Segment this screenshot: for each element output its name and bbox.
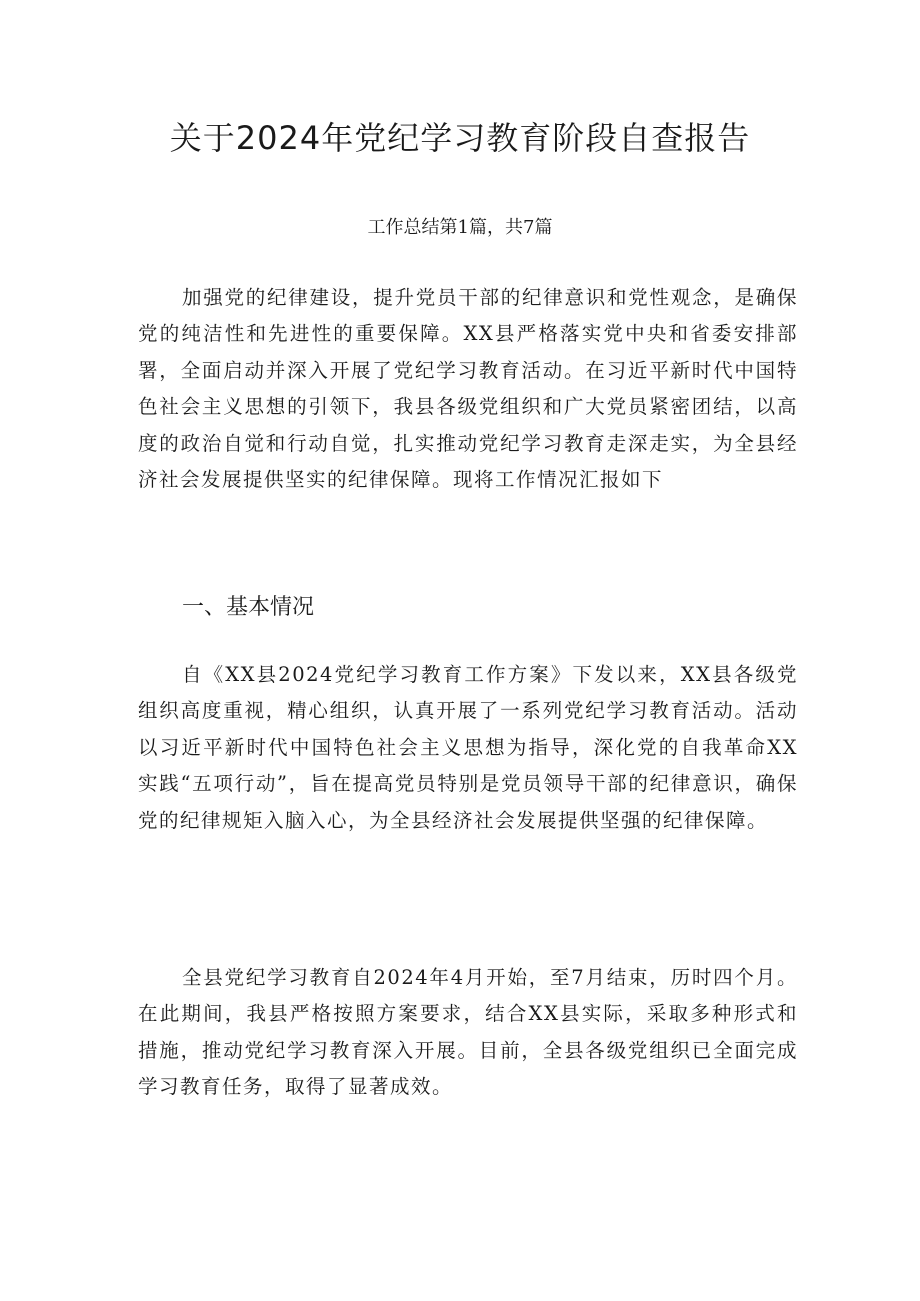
intro-paragraph: 加强党的纪律建设，提升党员干部的纪律意识和党性观念，是确保党的纯洁性和先进性的重要保障。XX县严格落实党中央和省委安排部署，全面启动并深入开展了党纪学习教育活动。在习近平新时代中国特色社会主义思想的引领下，我县各级党组织和广大党员紧密团结，以高度的政治自觉和行动自觉，扎实推动党纪学习教育走深走实，为全县经济社会发展提供坚实的纪律保障。现将工作情况汇报如下 xyxy=(138,286,798,492)
section1-paragraph-2: 全县党纪学习教育自2024年4月开始，至7月结束，历时四个月。在此期间，我县严格按照方案要求，结合XX县实际，采取多种形式和措施，推动党纪学习教育深入开展。目前，全县各级党组织已全面完成学习教育任务，取得了显著成效。 xyxy=(138,966,798,1099)
document-subtitle: 工作总结第1篇，共7篇 xyxy=(367,217,553,238)
section1-paragraph-1: 自《XX县2024党纪学习教育工作方案》下发以来，XX县各级党组织高度重视，精心组织，认真开展了一系列党纪学习教育活动。活动以习近平新时代中国特色社会主义思想为指导，深化党的自我革命XX实践“五项行动”，旨在提高党员特别是党员领导干部的纪律意识，确保党的纪律规矩入脑入心，为全县经济社会发展提供坚强的纪律保障。 xyxy=(138,663,798,832)
section-heading-basic-situation: 一、基本情况 xyxy=(182,595,315,620)
document-title: 关于2024年党纪学习教育阶段自查报告 xyxy=(169,119,751,157)
